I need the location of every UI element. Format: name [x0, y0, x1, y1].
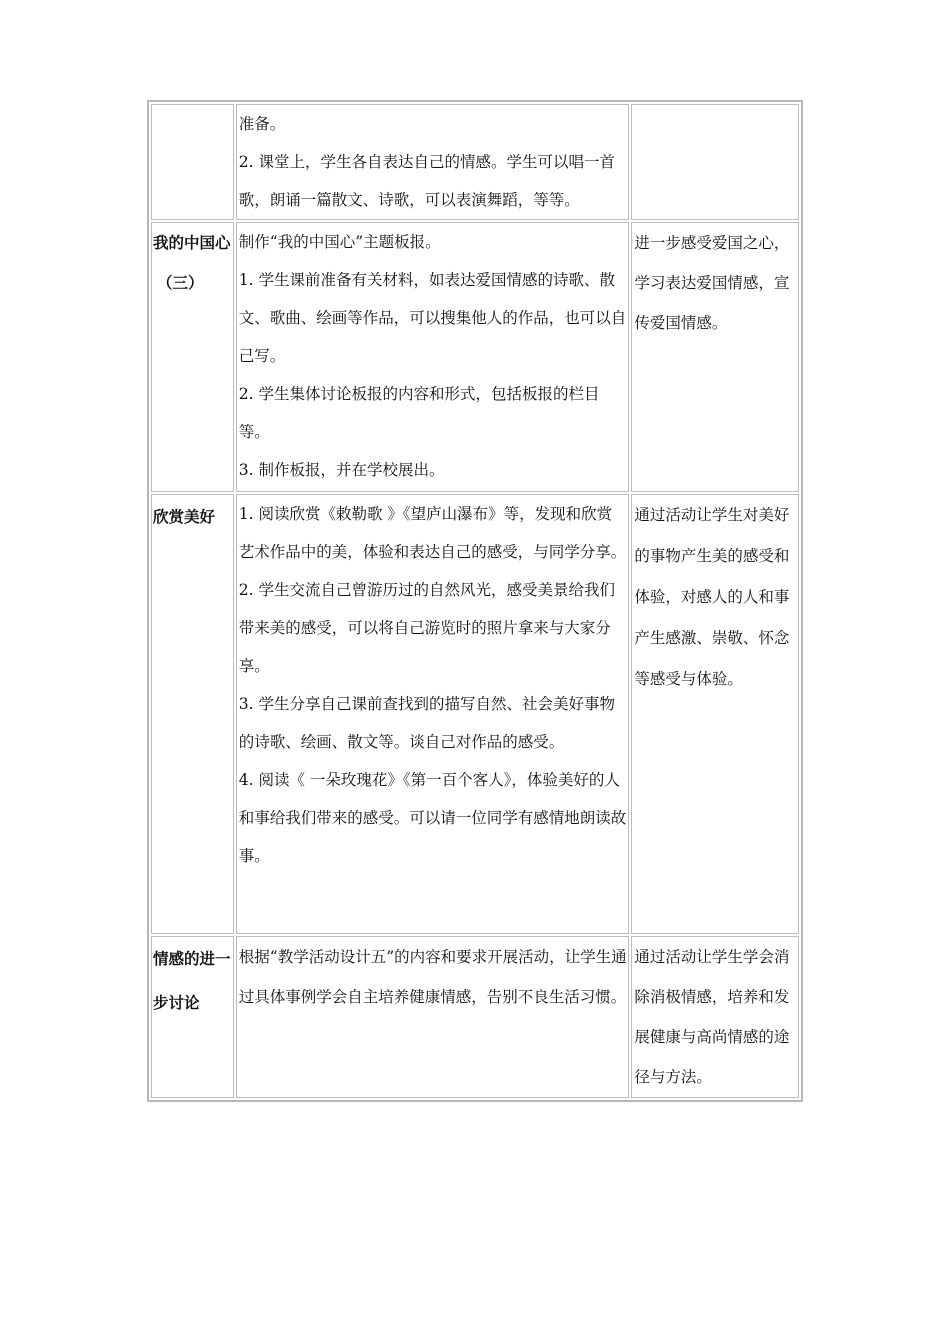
row-title-line: 欣赏美好	[153, 508, 216, 526]
row-goal-cell: 通过活动让学生对美好的事物产生美的感受和体验，对感人的人和事产生感激、崇敬、怀念等感受与体验。	[631, 494, 799, 934]
row-title-cell	[151, 222, 234, 492]
table-row	[151, 222, 799, 492]
content-paragraph: 根据“教学活动设计五”的内容和要求开展活动，让学生通过具体事例学会自主培养健康情感，告别不良生活习惯。	[238, 948, 627, 1006]
row-content-cell	[236, 936, 630, 1098]
row-title-line: 步讨论	[153, 994, 200, 1012]
row-goal-cell	[631, 104, 799, 220]
content-paragraph: 2. 学生集体讨论板报的内容和形式，包括板报的栏目等。	[238, 385, 600, 441]
row-goal-cell: 通过活动让学生学会消除消极情感，培养和发展健康与高尚情感的途径与方法。	[631, 936, 799, 1098]
row-content-cell	[236, 222, 630, 492]
row-title-cell	[151, 494, 234, 934]
content-paragraph: 2. 学生交流自己曾游历过的自然风光，感受美景给我们带来美的感受，可以将自己游览时的照片拿来与大家分享。	[238, 581, 615, 675]
row-title-line: 我的中国心	[153, 234, 231, 252]
content-paragraph: 制作“我的中国心”主题板报。	[238, 233, 441, 251]
row-title-cell	[151, 936, 234, 1098]
row-title-cell	[151, 104, 234, 220]
content-paragraph: 4. 阅读《 一朵玫瑰花》《第一百个客人》，体验美好的人和事给我们带来的感受。可以请一位同学有感情地朗读故事。	[238, 771, 627, 865]
row-title-line: （三）	[157, 274, 204, 292]
content-paragraph: 准备。	[238, 115, 286, 133]
content-paragraph: 1. 阅读欣赏《敕勒歌 》《望庐山瀑布》等，发现和欣赏艺术作品中的美，体验和表达自己的感受，与同学分享。	[238, 505, 627, 561]
row-goal-cell: 进一步感受爱国之心，学习表达爱国情感，宣传爱国情感。	[631, 222, 799, 492]
table-row	[151, 936, 799, 1098]
content-paragraph: 3. 学生分享自己课前查找到的描写自然、社会美好事物的诗歌、绘画、散文等。谈自己对作品的感受。	[238, 695, 615, 751]
row-title-line: 情感的进一	[153, 950, 231, 968]
content-paragraph: 1. 学生课前准备有关材料，如表达爱国情感的诗歌、散文、歌曲、绘画等作品，可以搜集他人的作品，也可以自己写。	[238, 271, 627, 365]
content-paragraph: 2. 课堂上，学生各自表达自己的情感。学生可以唱一首歌，朗诵一篇散文、诗歌，可以表演舞蹈，等等。	[238, 153, 615, 209]
content-paragraph: 3. 制作板报，并在学校展出。	[238, 461, 445, 479]
row-content-cell	[236, 104, 630, 220]
table-row	[151, 104, 799, 220]
row-content-cell	[236, 494, 630, 934]
table-row	[151, 494, 799, 934]
activity-table	[147, 100, 803, 1102]
